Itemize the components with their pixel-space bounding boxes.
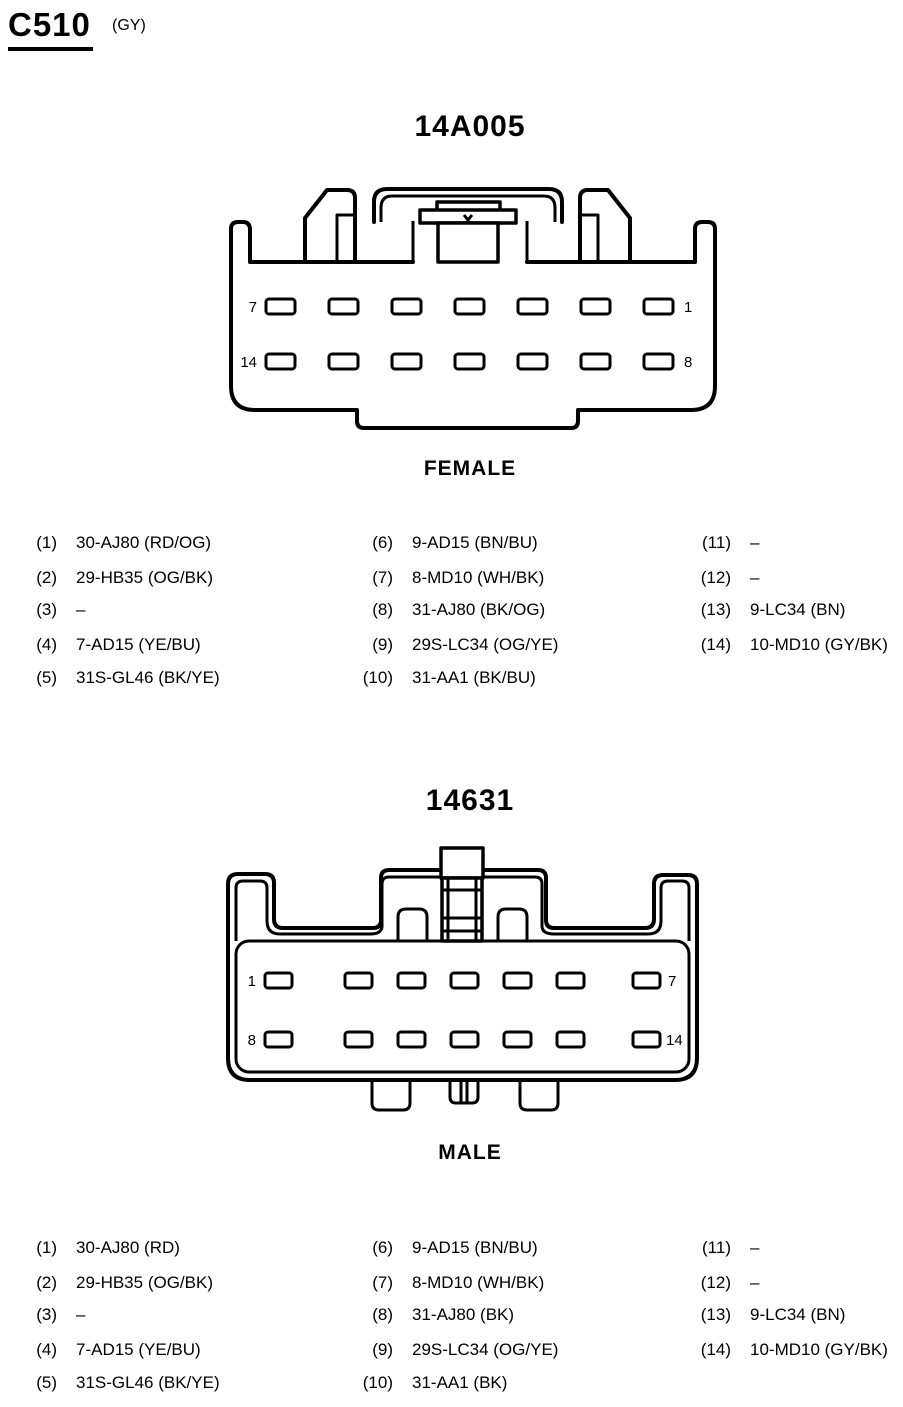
circuit-label: 29-HB35 (OG/BK) — [76, 568, 213, 587]
male-lock-tab — [441, 848, 483, 878]
pin-number: (5) — [36, 1373, 57, 1392]
pin-blade — [345, 1032, 372, 1047]
pin-cavity — [266, 299, 295, 314]
circuit-label: 29S-LC34 (OG/YE) — [412, 635, 559, 654]
female-right-latch-slot — [580, 215, 598, 262]
pin-number: (13) — [700, 600, 731, 619]
male-guide-rib-right — [498, 909, 527, 941]
connector-id: C510 — [8, 6, 93, 51]
pin-list-row — [0, 668, 220, 690]
pin-number: (11) — [702, 533, 731, 552]
pin-list-row — [0, 1305, 85, 1327]
pin-cavity — [518, 299, 547, 314]
circuit-label: – — [750, 568, 760, 587]
pin-list-row — [336, 600, 545, 622]
pin-blade — [265, 1032, 292, 1047]
pin-list-row — [0, 1273, 213, 1295]
pin-list-row — [0, 1238, 180, 1260]
male-pin-marker-top-left: 1 — [247, 973, 256, 990]
pin-blade — [557, 973, 584, 988]
male-pin-marker-top-right: 7 — [668, 973, 677, 990]
pin-number: (6) — [372, 1238, 393, 1257]
pin-cavity — [518, 354, 547, 369]
female-pin-marker-bottom-left: 14 — [240, 354, 257, 371]
pin-list-row — [336, 668, 536, 690]
circuit-label: – — [750, 533, 760, 552]
pin-number: (11) — [702, 1238, 731, 1257]
pin-number: (3) — [36, 600, 57, 619]
pin-list-row — [0, 1340, 201, 1362]
pin-number: (1) — [36, 533, 57, 552]
pin-blade — [451, 973, 478, 988]
pin-list-row — [674, 600, 845, 622]
pin-blade — [345, 973, 372, 988]
pin-list-row — [336, 1238, 538, 1260]
pin-number: (5) — [36, 668, 57, 687]
pin-list-row — [674, 533, 759, 555]
pin-list-row — [0, 533, 211, 555]
circuit-label: 9-LC34 (BN) — [750, 1305, 846, 1324]
circuit-label: 31-AJ80 (BK) — [412, 1305, 515, 1324]
pin-cavity — [329, 299, 358, 314]
pin-list-row — [336, 568, 544, 590]
pin-blade — [451, 1032, 478, 1047]
pin-number: (2) — [36, 1273, 57, 1292]
circuit-label: – — [750, 1238, 760, 1257]
pin-list-row — [674, 568, 759, 590]
circuit-label: 31-AJ80 (BK/OG) — [412, 600, 546, 619]
male-gender-label: MALE — [438, 1141, 502, 1164]
pin-blade — [398, 1032, 425, 1047]
circuit-label: 31S-GL46 (BK/YE) — [76, 1373, 220, 1392]
male-bottom-tab-left — [372, 1080, 410, 1110]
circuit-label: 7-AD15 (YE/BU) — [76, 1340, 201, 1359]
connector-color-code: (GY) — [112, 17, 146, 34]
pin-list-row — [674, 1238, 759, 1260]
pin-cavity — [644, 299, 673, 314]
female-lock-body — [438, 223, 498, 262]
pin-blade — [633, 973, 660, 988]
circuit-label: – — [76, 1305, 86, 1324]
circuit-label: 8-MD10 (WH/BK) — [412, 1273, 545, 1292]
pin-number: (1) — [36, 1238, 57, 1257]
female-gender-label: FEMALE — [423, 457, 517, 480]
female-connector-diagram — [220, 178, 720, 438]
pin-number: (8) — [372, 1305, 393, 1324]
circuit-label: – — [76, 600, 86, 619]
female-connector-svg — [220, 178, 720, 438]
pin-number: (9) — [372, 635, 393, 654]
pin-cavity — [455, 354, 484, 369]
pin-number: (13) — [700, 1305, 731, 1324]
pin-number: (6) — [372, 533, 393, 552]
pin-number: (7) — [372, 568, 393, 587]
pin-list-row — [674, 1340, 888, 1362]
pin-blade — [633, 1032, 660, 1047]
male-connector-svg — [215, 840, 715, 1175]
male-pin-marker-bottom-left: 8 — [247, 1032, 256, 1049]
circuit-label: 31-AA1 (BK/BU) — [412, 668, 536, 687]
circuit-label: 30-AJ80 (RD) — [76, 1238, 180, 1257]
circuit-label: 8-MD10 (WH/BK) — [412, 568, 545, 587]
pin-blade — [265, 973, 292, 988]
pin-list-row — [336, 533, 538, 555]
female-right-latch — [580, 190, 630, 262]
pin-blade — [398, 973, 425, 988]
pin-list-row — [0, 568, 213, 590]
male-connector-diagram — [215, 840, 715, 1175]
pin-number: (10) — [362, 1373, 393, 1392]
circuit-label: 29S-LC34 (OG/YE) — [412, 1340, 559, 1359]
circuit-label: 31-AA1 (BK) — [412, 1373, 508, 1392]
pin-number: (4) — [36, 635, 57, 654]
circuit-label: 9-LC34 (BN) — [750, 600, 846, 619]
pin-number: (14) — [700, 1340, 731, 1359]
pin-number: (12) — [700, 568, 731, 587]
female-pin-marker-bottom-right: 8 — [684, 354, 693, 371]
pin-number: (9) — [372, 1340, 393, 1359]
male-pin-compartment — [236, 941, 689, 1072]
pin-number: (2) — [36, 568, 57, 587]
circuit-label: 30-AJ80 (RD/OG) — [76, 533, 212, 552]
circuit-label: 10-MD10 (GY/BK) — [750, 1340, 888, 1359]
pin-list-row — [0, 635, 201, 657]
circuit-label: 9-AD15 (BN/BU) — [412, 533, 538, 552]
circuit-label: 31S-GL46 (BK/YE) — [76, 668, 220, 687]
pin-number: (4) — [36, 1340, 57, 1359]
male-bottom-tab-right — [520, 1080, 558, 1110]
pin-list-row — [674, 635, 888, 657]
pin-list-row — [0, 1373, 220, 1395]
pin-number: (12) — [700, 1273, 731, 1292]
male-guide-rib-left — [398, 909, 427, 941]
pin-blade — [504, 973, 531, 988]
male-part-number: 14631 — [425, 784, 515, 817]
pin-cavity — [644, 354, 673, 369]
pin-cavity — [581, 299, 610, 314]
female-left-latch — [305, 190, 355, 262]
pin-number: (8) — [372, 600, 393, 619]
pin-list-row — [336, 1273, 544, 1295]
pin-list-row — [336, 1373, 507, 1395]
circuit-label: 29-HB35 (OG/BK) — [76, 1273, 213, 1292]
pin-number: (10) — [362, 668, 393, 687]
pin-cavity — [392, 299, 421, 314]
pin-cavity — [581, 354, 610, 369]
pin-list-row — [674, 1273, 759, 1295]
pin-cavity — [392, 354, 421, 369]
female-part-number: 14A005 — [414, 110, 526, 143]
pin-number: (14) — [700, 635, 731, 654]
pin-cavity — [329, 354, 358, 369]
pin-blade — [557, 1032, 584, 1047]
female-left-latch-slot — [337, 215, 355, 262]
circuit-label: – — [750, 1273, 760, 1292]
male-pin-list — [0, 1238, 903, 1407]
female-pin-marker-top-right: 1 — [684, 299, 693, 316]
pin-number: (3) — [36, 1305, 57, 1324]
pin-list-row — [674, 1305, 845, 1327]
pin-list-row — [0, 600, 85, 622]
pin-cavity — [455, 299, 484, 314]
female-pin-list — [0, 533, 903, 713]
pin-cavity — [266, 354, 295, 369]
female-pin-marker-top-left: 7 — [248, 299, 257, 316]
circuit-label: 7-AD15 (YE/BU) — [76, 635, 201, 654]
pin-blade — [504, 1032, 531, 1047]
circuit-label: 9-AD15 (BN/BU) — [412, 1238, 538, 1257]
pin-list-row — [336, 1305, 514, 1327]
pin-list-row — [336, 1340, 558, 1362]
male-pin-marker-bottom-right: 14 — [666, 1032, 683, 1049]
circuit-label: 10-MD10 (GY/BK) — [750, 635, 888, 654]
pin-number: (7) — [372, 1273, 393, 1292]
male-bottom-tab-middle — [450, 1080, 478, 1103]
pin-list-row — [336, 635, 558, 657]
